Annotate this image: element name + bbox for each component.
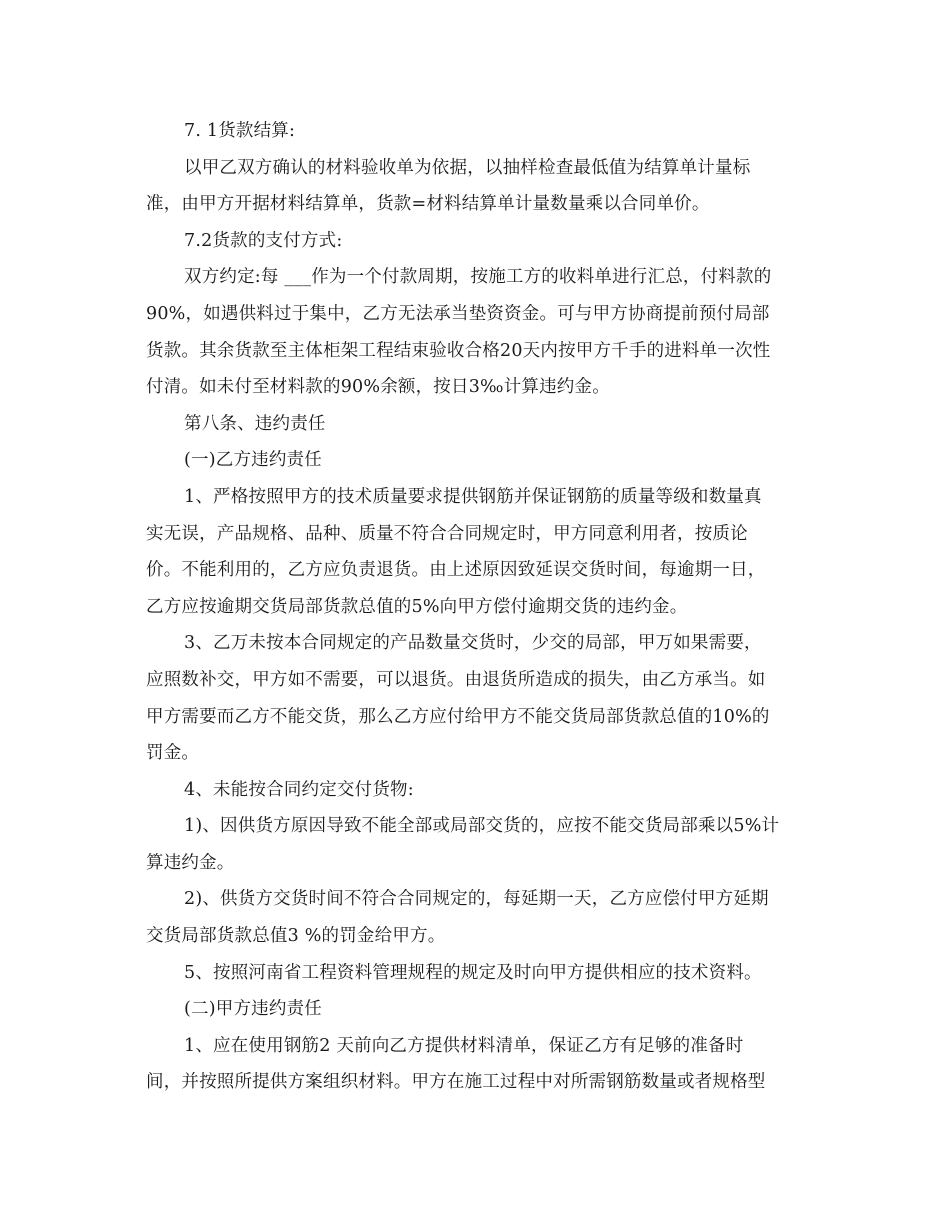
text-line-15: 3、乙万未按本合同规定的产品数量交货时，少交的局部，甲万如果需要，: [184, 633, 762, 654]
text-line-26: 1、应在使用钢筋2 天前向乙方提供材料清单，保证乙方有足够的准备时: [184, 1035, 744, 1056]
subsection-heading-party-b: (一)乙方违约责任: [184, 450, 322, 471]
text-line-19: 4、未能按合同约定交付货物:: [184, 779, 414, 800]
text-line-2: 以甲乙双方确认的材料验收单为依据，以抽样检查最低值为结算单计量标: [184, 157, 751, 178]
text-line-4: 7.2货款的支付方式:: [184, 230, 343, 251]
text-line-18: 罚金。: [146, 743, 200, 764]
text-line-12: 实无误，产品规格、品种、质量不符合合同规定时，甲方同意利用者，按质论: [146, 523, 748, 544]
text-line-16: 应照数补交，甲方如不需要，可以退货。由退货所造成的损失，由乙方承当。如: [146, 669, 766, 690]
text-line-13: 价。不能利用的，乙方应负责退货。由上述原因致延误交货时间，每逾期一日，: [146, 560, 766, 581]
document-page: [146, 113, 806, 1101]
text-line-14: 乙方应按逾期交货局部货款总值的5%向甲方偿付逾期交货的违约金。: [146, 596, 688, 617]
text-line-23: 交货局部货款总值3 %的罚金给甲方。: [146, 926, 446, 947]
text-line-21: 算违约金。: [146, 852, 235, 873]
section-heading-article-8: 第八条、违约责任: [184, 413, 326, 434]
text-line-11: 1、严格按照甲方的技术质量要求提供钢筋并保证钢筋的质量等级和数量真: [184, 486, 762, 507]
text-line-6: 90%，如遇供料过于集中，乙方无法承当垫资资金。可与甲方协商提前预付局部: [146, 303, 770, 324]
text-line-8: 付清。如未付至材料款的90%余额，按日3‰计算违约金。: [146, 377, 610, 398]
text-line-5: 双方约定:每 ___作为一个付款周期，按施工方的收料单进行汇总，付料款的: [184, 267, 772, 288]
text-line-7: 货款。其余货款至主体柜架工程结束验收合格20天内按甲方千手的进料单一次性: [146, 340, 771, 361]
text-line-24: 5、按照河南省工程资料管理规程的规定及时向甲方提供相应的技术资料。: [184, 962, 762, 983]
text-line-22: 2)、供货方交货时间不符合合同规定的，每延期一天，乙方应偿付甲方延期: [184, 889, 769, 910]
subsection-heading-party-a: (二)甲方违约责任: [184, 999, 322, 1020]
text-line-17: 甲方需要而乙方不能交货，那么乙方应付给甲方不能交货局部货款总值的10%的: [146, 706, 770, 727]
text-line-3: 准，由甲方开据材料结算单，货款=材料结算单计量数量乘以合同单价。: [146, 194, 710, 215]
text-line-27: 间，并按照所提供方案组织材料。甲方在施工过程中对所需钢筋数量或者规格型: [146, 1072, 766, 1093]
text-line-1: 7. 1货款结算:: [184, 121, 296, 141]
text-line-20: 1)、因供货方原因导致不能全部或局部交货的，应按不能交货局部乘以5%计: [184, 816, 780, 837]
